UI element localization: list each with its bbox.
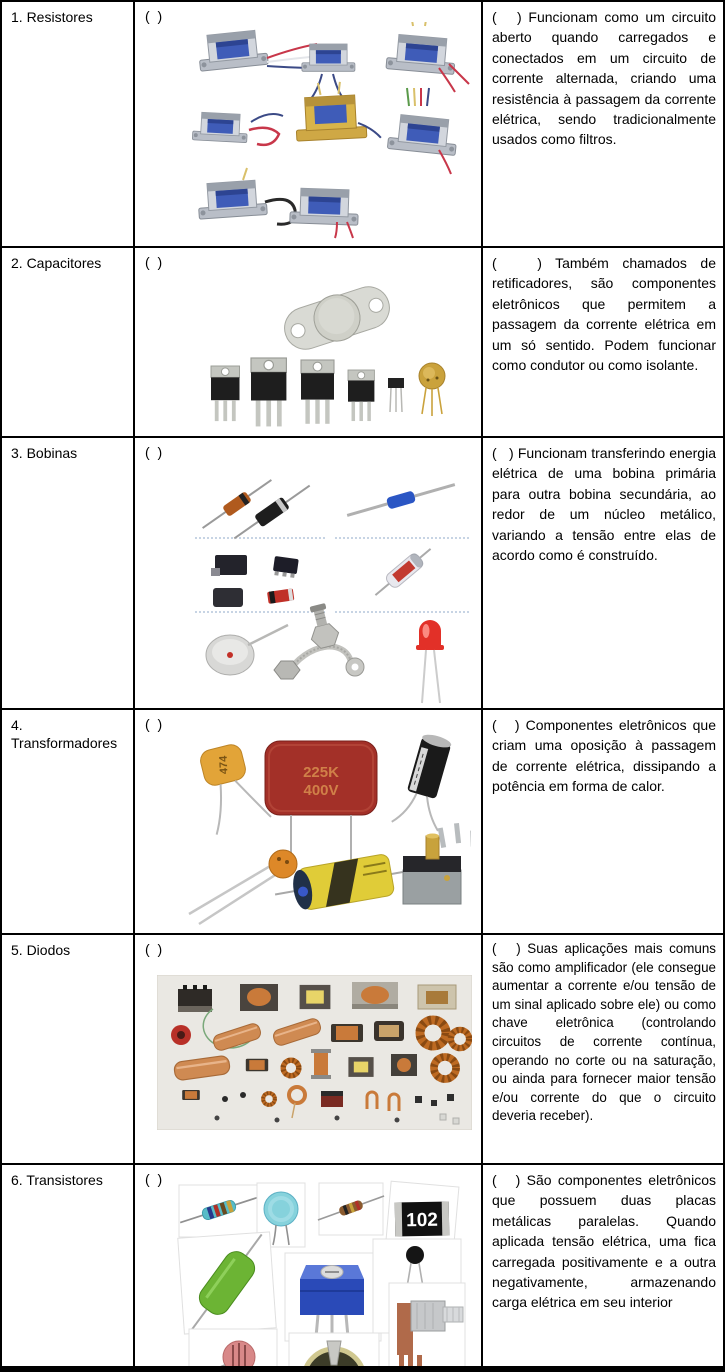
transformer-2 — [302, 44, 355, 71]
image-cell — [135, 2, 483, 248]
definition-cell — [483, 2, 723, 248]
diodes-illustration — [175, 460, 475, 705]
diodes-photo — [175, 460, 475, 710]
to220-transistor-2 — [251, 358, 286, 426]
red-led — [416, 620, 444, 703]
image-cell — [135, 438, 483, 710]
component-name-label: 6. Transistores — [11, 1172, 103, 1188]
to18-metal-can-transistor — [419, 363, 445, 416]
capacitors-illustration — [161, 730, 471, 927]
transistors-photo — [185, 276, 483, 436]
svg-text:474: 474 — [217, 755, 231, 775]
answer-parentheses: ( ) — [145, 444, 163, 460]
definition-cell — [483, 1165, 723, 1366]
component-name-label: 2. Capacitores — [11, 255, 102, 271]
ceramic-capacitor — [196, 739, 272, 834]
axial-diode-black — [230, 480, 313, 544]
green-power-resistor-tile — [178, 1232, 276, 1334]
capacitors-photo — [161, 730, 471, 932]
transformer-5 — [387, 114, 458, 156]
trimmer-potentiometer-tile — [285, 1253, 381, 1341]
svg-text:400V: 400V — [303, 782, 339, 799]
image-cell — [135, 248, 483, 438]
ldr-tile — [189, 1329, 277, 1366]
component-name-cell — [2, 248, 135, 438]
component-name-cell — [2, 438, 135, 710]
wire-spool — [311, 1049, 331, 1079]
component-name-label: 3. Bobinas — [11, 445, 78, 461]
transformers-illustration — [187, 22, 477, 240]
electrolytic-capacitor — [392, 730, 463, 834]
transformer-1 — [197, 29, 268, 71]
image-cell — [135, 935, 483, 1165]
inductors-photo — [157, 975, 472, 1135]
smd-diodes-group — [211, 555, 299, 607]
definition-cell — [483, 935, 723, 1165]
transformer-7 — [290, 188, 359, 225]
answer-parentheses: ( ) — [145, 254, 163, 270]
to3-transistor — [279, 279, 396, 356]
answer-parentheses: ( ) — [145, 1171, 163, 1187]
to220-transistor-3 — [301, 360, 334, 424]
resistors-photo — [177, 1179, 467, 1366]
definition-text: ( ) São componentes eletrônicos que possuem duas placas metálicas paralelas. Quando aplicada tensão elétrica, uma fica carregada positivamente e a outra negativamente, armazenando carga elétrica em seu interior — [492, 1172, 716, 1311]
component-name-cell — [2, 2, 135, 248]
answer-parentheses: ( ) — [145, 8, 163, 24]
inductors-illustration — [157, 975, 472, 1130]
component-name-cell — [2, 1165, 135, 1366]
svg-text:102: 102 — [405, 1209, 439, 1232]
potentiometer-tile — [389, 1283, 465, 1366]
answer-parentheses: ( ) — [145, 716, 163, 732]
image-cell — [135, 710, 483, 935]
definition-cell — [483, 248, 723, 438]
glass-diode — [370, 543, 435, 602]
transformers-photo — [187, 22, 477, 245]
definition-text: ( ) Componentes eletrônicos que criam uma oposição à passagem de corrente elétrica, dissipando a potência em forma de calor. — [492, 717, 716, 795]
to92-transistor — [388, 378, 404, 412]
rheostat-tile — [289, 1333, 379, 1366]
stud-diode — [304, 602, 342, 650]
component-name-label: 5. Diodos — [11, 942, 71, 958]
component-name-label: 1. Resistores — [11, 9, 93, 25]
definition-cell — [483, 438, 723, 710]
to220-transistor-4 — [348, 370, 374, 421]
transformer-3 — [386, 34, 457, 75]
definition-cell — [483, 710, 723, 935]
definition-text: ( ) Suas aplicações mais comuns são como amplificador (ele consegue aumentar a corrente e/ou tensão de um sinal aplicado sobre ele) ou como chave eletrônica (controlando circuitos de corrente contínua, operando no corte ou na saturação, ou ainda para fornecer maior tensão e/ou corrente do que o circuito deveria receber). — [492, 941, 716, 1124]
transistors-illustration — [185, 276, 483, 431]
film-capacitor — [265, 741, 377, 866]
axial-resistor-tile — [178, 1185, 259, 1237]
definition-text: ( ) Funcionam transferindo energia elétrica de uma bobina primária para outra bobina secundária, ao redor de um núcleo metálico, variando a tensão entre elas de acordo como é construído. — [492, 445, 716, 564]
component-name-cell — [2, 710, 135, 935]
small-resistor-tile — [316, 1183, 385, 1235]
definition-text: ( ) Funcionam como um circuito aberto quando carregados e conectados em um circuito de corrente alternada, criando uma resistência à passagem da corrente elétrica, sendo tradicionalmente usados como filtros. — [492, 9, 716, 148]
stud-diode-with-braid — [274, 647, 364, 679]
red-wire-coil — [171, 1025, 191, 1045]
component-name-cell — [2, 935, 135, 1165]
component-name-label: 4. Transformadores — [11, 717, 118, 751]
transformer-4 — [192, 112, 248, 143]
svg-text:225K: 225K — [303, 764, 339, 781]
trimmer-capacitor — [403, 823, 471, 904]
blue-diode — [346, 479, 457, 521]
to220-transistor-1 — [211, 366, 240, 421]
resistors-illustration — [177, 1179, 467, 1366]
bobbin-with-pins — [178, 985, 212, 1012]
transformer-6 — [197, 180, 267, 220]
answer-parentheses: ( ) — [145, 941, 163, 957]
tantalum-capacitor — [189, 850, 297, 924]
definition-text: ( ) Também chamados de retificadores, são componentes eletrônicos que permitem a passagem da corrente elétrica em um só sentido. Podem funcionar como condutor ou como isolante. — [492, 255, 716, 374]
image-cell — [135, 1165, 483, 1366]
